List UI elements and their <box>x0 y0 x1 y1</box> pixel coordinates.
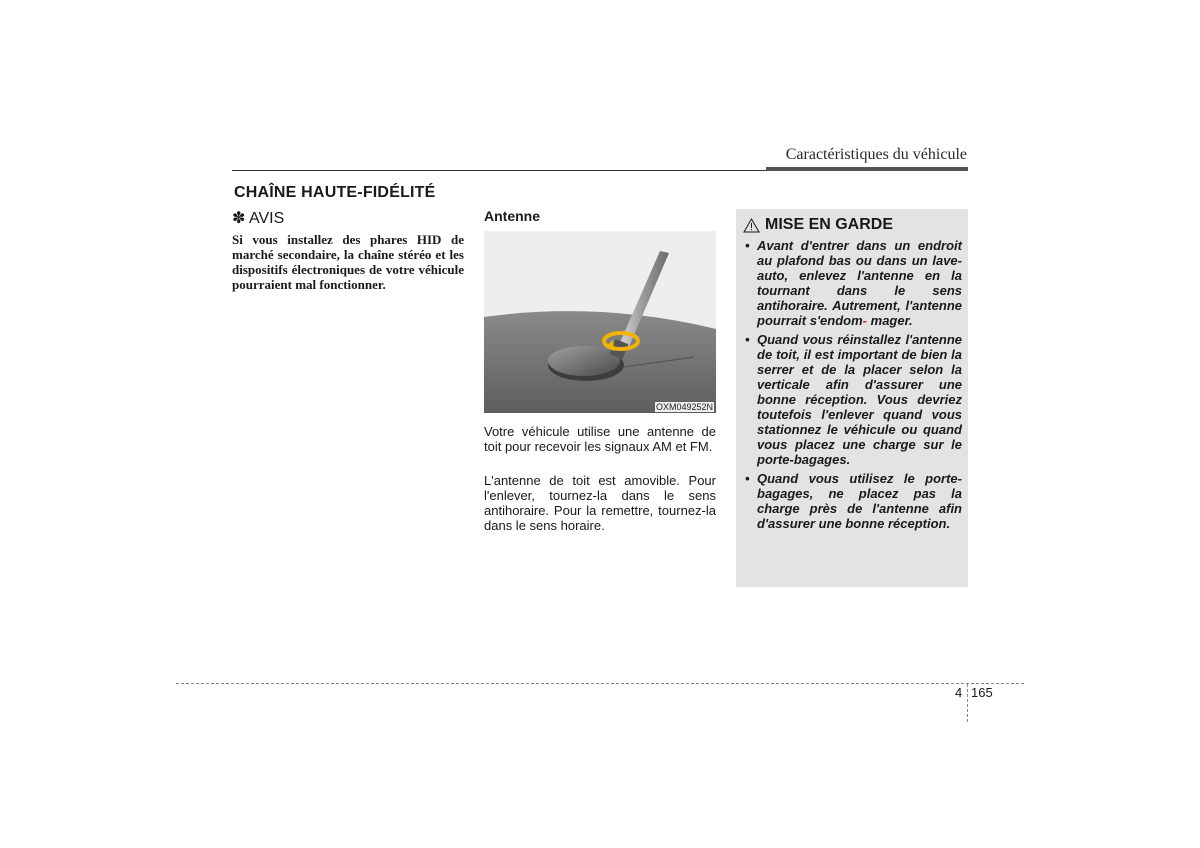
antenna-drawing <box>484 231 716 413</box>
warning-triangle-icon <box>743 218 760 233</box>
caution-item-hyphen: - <box>862 313 868 328</box>
notice-heading: ✽ AVIS <box>232 210 285 227</box>
caution-item-text: Quand vous utilisez le porte-bagages, ne placez pas la charge près de l'antenne afin d'assurer une bonne réception. <box>757 471 962 531</box>
running-header: Caractéristiques du véhicule <box>785 146 967 163</box>
caution-item: • Avant d'entrer dans un endroit au plafond bas ou dans un lave-auto, enlevez l'antenne en la tournant dans le sens antihoraire. Autrement, l'antenne pourrait s'endom- mager. <box>745 238 962 328</box>
caution-item: • Quand vous utilisez le porte-bagages, ne placez pas la charge près de l'antenne afin d'assurer une bonne réception. <box>745 471 962 531</box>
antenna-title: Antenne <box>484 208 540 224</box>
caution-list <box>743 238 962 531</box>
caution-header <box>743 216 962 234</box>
antenna-paragraph-1: Votre véhicule utilise une antenne de toit pour recevoir les signaux AM et FM. <box>484 424 716 454</box>
caution-item-text: Avant d'entrer dans un endroit au plafond bas ou dans un lave-auto, enlevez l'antenne en la tournant dans le sens antihoraire. Autrement, l'antenne pourrait s'endom <box>757 238 962 328</box>
antenna-paragraph-2: L'antenne de toit est amovible. Pour l'enlever, tournez-la dans le sens antihoraire. Pour la remettre, tournez-la dans le sens horaire. <box>484 473 716 533</box>
caution-heading: MISE EN GARDE <box>765 216 894 233</box>
notice-column <box>232 208 464 292</box>
antenna-column <box>484 208 716 533</box>
caution-box <box>736 209 968 587</box>
figure-code: OXM049252N <box>655 402 713 412</box>
footer-rule <box>176 683 1024 684</box>
caution-item-text: Quand vous réinstallez l'antenne de toit, il est important de bien la serrer et de la placer selon la verticale afin d'assurer une bonne réception. Vous devriez toutefois l'enlever quand vous stationnez le véhicule ou quand vous placez une charge sur le porte-bagages. <box>757 332 962 467</box>
notice-body: Si vous installez des phares HID de marché secondaire, la chaîne stéréo et les dispositifs électroniques de votre véhicule pourraient mal fonctionner. <box>232 232 464 292</box>
page-number: 165 <box>971 685 993 700</box>
antenna-illustration <box>484 231 716 413</box>
caution-item-text-end: mager. <box>870 313 913 328</box>
section-title: CHAÎNE HAUTE-FIDÉLITÉ <box>234 184 436 201</box>
chapter-number: 4 <box>955 685 963 700</box>
footer-divider <box>967 684 968 722</box>
header-rule-accent <box>766 167 968 171</box>
caution-item: • Quand vous réinstallez l'antenne de toit, il est important de bien la serrer et de la placer selon la verticale afin d'assurer une bonne réception. Vous devriez toutefois l'enlever quand vous stationnez le véhicule ou quand vous placez une charge sur le porte-bagages. <box>745 332 962 467</box>
